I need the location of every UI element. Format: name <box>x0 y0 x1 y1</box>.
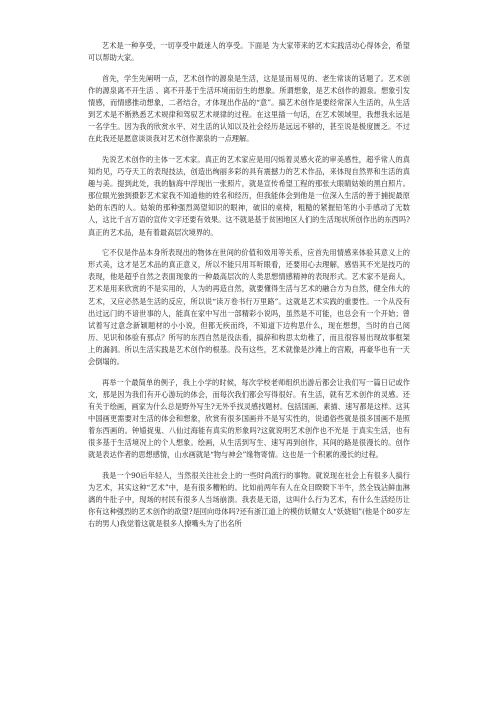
paragraph-artist-subject: 先说艺术创作的主体一艺术家。真正的艺术家应是用闪烁着灵感火花的审美感性，超乎常人的真知灼见，巧夺天工的表现技法，创造出绚丽多彩的具有震撼力的艺术作品，来体现自然界和生活的真趣与美。提到此处，我的脑海中浮现出一张照片，就是宣传希望工程的那张大眼睛姑娘的黑白照片。那位眼光独到摄影艺术家我不知道他的姓名和经历，但我能体会到他是一位深入生活的善于捕捉最原始的东西的人。姑娘的那种强烈渴望知识的眼神，破旧的桌椅，粗糙的紧握铅笔的小手感动了无数人，这比千言万语的宣传文字还要有效果。这不就是基于贫困地区人们的生活现状所创作出的东西吗?真正的艺术品，是有着最高层次境界的。 <box>88 154 410 237</box>
paragraph-performance-art: 我是一个90后年轻人，当然很关注社会上的一些时尚流行的事物。就说现在社会上有很多人搞行为艺术，其实这种“艺术”中，是有很多糟粕的。比如前两年有人在众目睽睽下半牛，然全钱沾鲜血淋漓的牛肚子中，现场的村民有很多人当场崩溃。我表是无语，这叫什么行为艺术，有什么生活经历让你有这种强烈的艺术创作的欲望?是回向母体吗?还有浙江道上的模仿妖媚女人“妖娆姐”(他是个80岁左右的男人)我觉着这就是很多人撩嘴头为了出名所 <box>88 470 410 529</box>
paragraph-source-of-creation: 首先，学生先阐明一点，艺术创作的源泉是生活，这是显而易见的、老生常谈的话题了。艺术创作的源泉离不开生活 、离不开基于生活环境而衍生的想象。所谓想象，是艺术创作的源泉。想象引发情感，而情感推动想象，二者结合，才体现出作品的“意”。搞艺术创作是要经常深入生活的，从生活到艺术是不断熟悉艺术规律和驾驭艺术规律的过程。在这里插一句话，在艺术领域里，我想我永远是一名学生。因为我的欣赏水平、对生活的认知以及社会经历是远远不够的，甚至说是极度匮乏。不过在此我还是愿意谈谈我对艺术创作源泉的一点理解。 <box>88 73 410 144</box>
paragraph-art-value: 它不仅是作品本身所表现出的物体在世间的价值和效用等关系，应首先用情感来体验其意义上的形式美，这才是艺术品的真正意义，所以不能只用耳听眼看，还要用心去理解，感悟其不光是技巧的表现，他是超乎自然之表面现象的一种最高层次的人类思想情感精神的表现形式。艺术家不是商人，艺术是用来欣赏的不是实用的，人为的再造自然，就要懂得生活与艺术的融合方为自然，健全伟大的艺术，又应必然是生活的反应，所以说“读万卷书行万里路”。这就是艺术实践的重要性。一个从没有出过远门的不谙世事的人，能真在家中写出一部精彩小说吗，虽然是不可能，也总会有一个开始；曾试着写过意念新颖题材的小小说，但都无疾而终，不知道下边构思什么，现在想想，当时的自己阅历、见识和体验有那点？所写的东西自然是没法看，搞辞和构思太幼稚了，而且很容易出现故事框架上的漏洞。所以生活实践是艺术创作的根基。没有这些，艺术就像是沙滩上的宫殿，再豪华也有一天会倒塌的。 <box>88 248 410 367</box>
paragraph-intro: 艺术是一种享受，一切享受中最迷人的享受。下面是 为大家带来的艺术实践活动心得体会，希望可以帮助大家。 <box>88 41 410 63</box>
paragraph-example: 再举一个最简单的例子，我上小学的时候，每次学校老师组织出游后都会让我们写一篇日记或作文，那是因为我们有开心游玩的体会，而每次我们都会写得很好。有生活，就有艺术创作的灵感。还有关于绘画，画家为什么总是野外写生?无外乎找灵感找题材。包括国画、素描、速写都是这样。这其中国画更需要对生活的体会和想象，欣赏有很多国画并不是写实性的，说通俗些就是很多国画不是照着东西画的。钟馗捉鬼、八仙过海能有真实的形象吗?这就说明艺术创作也不光是 于真实生活，也有很多基于生活境况上的个人想象。绘画，从生活到写生、速写再到创作，其间的路是很漫长的。创作就是表达作者的思想感情，山水画就是“物与神会”缘物寄情。这也是一个积累的漫长的过程。 <box>88 377 410 460</box>
document-body <box>88 40 410 539</box>
